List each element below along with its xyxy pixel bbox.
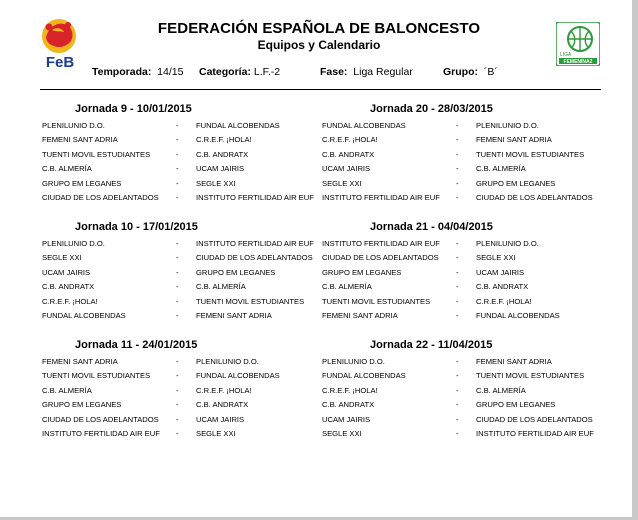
home-team: SEGLE XXI <box>322 429 362 438</box>
home-team: C.B. ALMERÍA <box>42 385 92 395</box>
match-separator: - <box>176 267 179 277</box>
feb-logo-text: FeB <box>45 54 75 70</box>
page-title: FEDERACIÓN ESPAÑOLA DE BALONCESTO <box>157 20 481 37</box>
away-team: FUNDAL ALCOBENDAS <box>196 121 280 130</box>
match-row <box>322 192 596 204</box>
match-separator: - <box>456 371 459 381</box>
grupo-field <box>443 66 498 78</box>
match-separator: - <box>176 429 179 438</box>
away-team: C.B. ALMERÍA <box>196 282 246 292</box>
away-team: FEMENI SANT ADRIA <box>476 357 552 366</box>
home-team: GRUPO EM LEGANES <box>42 178 122 188</box>
home-team: CIUDAD DE LOS ADELANTADOS <box>42 193 159 202</box>
match-separator: - <box>456 282 459 292</box>
jornada-title: Jornada 22 - 11/04/2015 <box>370 339 493 351</box>
match-row <box>42 134 316 146</box>
jornada-title: Jornada 20 - 28/03/2015 <box>370 103 493 115</box>
match-separator: - <box>176 149 179 159</box>
home-team: UCAM JAIRIS <box>322 164 371 174</box>
match-row <box>322 370 596 382</box>
home-team: C.B. ALMERÍA <box>42 164 92 174</box>
match-row <box>42 356 316 368</box>
home-team: UCAM JAIRIS <box>42 267 91 277</box>
home-team: GRUPO EM LEGANES <box>42 400 122 410</box>
home-team: C.R.E.F. ¡HOLA! <box>322 135 378 145</box>
jornada-title: Jornada 9 - 10/01/2015 <box>75 103 192 115</box>
match-separator: - <box>176 311 179 320</box>
home-team: UCAM JAIRIS <box>322 414 371 424</box>
home-team: FUNDAL ALCOBENDAS <box>42 311 126 320</box>
home-team: C.B. ANDRATX <box>322 149 375 159</box>
match-row <box>42 163 316 175</box>
match-separator: - <box>176 193 179 202</box>
match-separator: - <box>456 296 459 306</box>
match-row <box>42 428 316 440</box>
home-team: FUNDAL ALCOBENDAS <box>322 371 406 381</box>
match-row <box>42 238 316 250</box>
away-team: C.R.E.F. ¡HOLA! <box>476 296 532 306</box>
match-separator: - <box>176 400 179 410</box>
away-team: INSTITUTO FERTILIDAD AIR EUF <box>196 239 314 248</box>
away-team: FUNDAL ALCOBENDAS <box>196 371 280 381</box>
match-separator: - <box>456 193 459 202</box>
away-team: INSTITUTO FERTILIDAD AIR EUF <box>476 429 594 438</box>
match-row <box>322 310 596 322</box>
home-team: FEMENI SANT ADRIA <box>42 135 118 145</box>
match-separator: - <box>176 357 179 366</box>
fase-label: Fase: <box>320 66 348 78</box>
match-row <box>42 399 316 411</box>
away-team: CIUDAD DE LOS ADELANTADOS <box>476 193 593 202</box>
match-separator: - <box>176 282 179 292</box>
match-row <box>42 385 316 397</box>
match-row <box>42 310 316 322</box>
match-separator: - <box>456 311 459 320</box>
away-team: TUENTI MOVIL ESTUDIANTES <box>476 149 585 159</box>
away-team: CIUDAD DE LOS ADELANTADOS <box>196 253 313 263</box>
away-team: FUNDAL ALCOBENDAS <box>476 311 560 320</box>
away-team: INSTITUTO FERTILIDAD AIR EUF <box>196 193 314 202</box>
match-row <box>322 428 596 440</box>
home-team: INSTITUTO FERTILIDAD AIR EUF <box>322 193 440 202</box>
match-row <box>322 356 596 368</box>
match-row <box>322 399 596 411</box>
match-separator: - <box>456 164 459 174</box>
match-row <box>42 252 316 264</box>
categoria-value: L.F.-2 <box>253 66 281 78</box>
home-team: CIUDAD DE LOS ADELANTADOS <box>322 253 439 263</box>
away-team: UCAM JAIRIS <box>196 414 245 424</box>
match-row <box>322 134 596 146</box>
temporada-value: 14/15 <box>157 66 184 78</box>
home-team: PLENILUNIO D.O. <box>42 239 105 248</box>
jornada-title: Jornada 11 - 24/01/2015 <box>75 339 198 351</box>
away-team: SEGLE XXI <box>476 253 516 263</box>
match-separator: - <box>176 385 179 395</box>
away-team: FEMENI SANT ADRIA <box>476 135 552 145</box>
away-team: TUENTI MOVIL ESTUDIANTES <box>196 296 305 306</box>
away-team: C.B. ANDRATX <box>476 282 529 292</box>
home-team: INSTITUTO FERTILIDAD AIR EUF <box>42 429 160 438</box>
jornada-title: Jornada 21 - 04/04/2015 <box>370 221 493 233</box>
away-team: PLENILUNIO D.O. <box>476 239 539 248</box>
temporada-field <box>92 66 183 78</box>
home-team: TUENTI MOVIL ESTUDIANTES <box>322 296 431 306</box>
match-row <box>42 178 316 190</box>
match-separator: - <box>176 121 179 130</box>
home-team: SEGLE XXI <box>42 253 82 263</box>
match-row <box>322 149 596 161</box>
match-separator: - <box>176 164 179 174</box>
match-separator: - <box>456 385 459 395</box>
home-team: CIUDAD DE LOS ADELANTADOS <box>42 414 159 424</box>
match-row <box>322 238 596 250</box>
match-separator: - <box>176 239 179 248</box>
match-separator: - <box>456 267 459 277</box>
match-separator: - <box>176 135 179 145</box>
match-row <box>322 178 596 190</box>
match-separator: - <box>456 121 459 130</box>
away-team: PLENILUNIO D.O. <box>196 357 259 366</box>
match-separator: - <box>456 135 459 145</box>
home-team: C.B. ALMERÍA <box>322 282 372 292</box>
home-team: PLENILUNIO D.O. <box>322 357 385 366</box>
match-separator: - <box>456 253 459 263</box>
match-separator: - <box>176 414 179 424</box>
categoria-field <box>199 66 280 78</box>
match-row <box>42 267 316 279</box>
fase-field <box>320 66 413 78</box>
match-separator: - <box>456 149 459 159</box>
away-team: FEMENI SANT ADRIA <box>196 311 272 320</box>
fase-value: Liga Regular <box>353 66 413 78</box>
away-team: C.R.E.F. ¡HOLA! <box>196 385 252 395</box>
away-team: UCAM JAIRIS <box>476 267 525 277</box>
home-team: C.B. ANDRATX <box>42 282 95 292</box>
liga-logo-text-bottom: FEMENINA2 <box>563 59 593 65</box>
match-row <box>322 252 596 264</box>
match-row <box>42 192 316 204</box>
home-team: FEMENI SANT ADRIA <box>322 311 398 320</box>
grupo-value: ´B´ <box>483 66 498 78</box>
home-team: FEMENI SANT ADRIA <box>42 357 118 366</box>
match-row <box>42 281 316 293</box>
match-row <box>322 296 596 308</box>
match-separator: - <box>176 253 179 263</box>
match-separator: - <box>176 371 179 381</box>
away-team: C.B. ANDRATX <box>196 149 249 159</box>
match-row <box>322 163 596 175</box>
away-team: UCAM JAIRIS <box>196 164 245 174</box>
home-team: FUNDAL ALCOBENDAS <box>322 121 406 130</box>
home-team: C.R.E.F. ¡HOLA! <box>42 296 98 306</box>
match-separator: - <box>456 357 459 366</box>
categoria-label: Categoría: <box>199 66 251 78</box>
page-subtitle: Equipos y Calendario <box>257 38 381 52</box>
away-team: GRUPO EM LEGANES <box>476 400 556 410</box>
liga-logo-text-top: LIGA <box>560 52 572 58</box>
home-team: SEGLE XXI <box>322 178 362 188</box>
home-team: PLENILUNIO D.O. <box>42 121 105 130</box>
away-team: C.R.E.F. ¡HOLA! <box>196 135 252 145</box>
jornada-title: Jornada 10 - 17/01/2015 <box>75 221 198 233</box>
match-row <box>42 120 316 132</box>
away-team: C.B. ANDRATX <box>196 400 249 410</box>
match-row <box>322 414 596 426</box>
temporada-label: Temporada: <box>92 66 152 78</box>
match-row <box>42 414 316 426</box>
match-row <box>42 149 316 161</box>
away-team: SEGLE XXI <box>196 178 236 188</box>
away-team: SEGLE XXI <box>196 429 236 438</box>
match-separator: - <box>456 400 459 410</box>
match-row <box>322 385 596 397</box>
match-row <box>42 370 316 382</box>
match-separator: - <box>456 178 459 188</box>
match-separator: - <box>176 296 179 306</box>
match-row <box>322 281 596 293</box>
match-separator: - <box>456 414 459 424</box>
match-row <box>42 296 316 308</box>
away-team: GRUPO EM LEGANES <box>196 267 276 277</box>
away-team: C.B. ALMERÍA <box>476 164 526 174</box>
away-team: PLENILUNIO D.O. <box>476 121 539 130</box>
home-team: GRUPO EM LEGANES <box>322 267 402 277</box>
away-team: C.B. ALMERÍA <box>476 385 526 395</box>
match-separator: - <box>456 429 459 438</box>
home-team: TUENTI MOVIL ESTUDIANTES <box>42 149 151 159</box>
match-separator: - <box>176 178 179 188</box>
home-team: INSTITUTO FERTILIDAD AIR EUF <box>322 239 440 248</box>
grupo-label: Grupo: <box>443 66 478 78</box>
home-team: C.R.E.F. ¡HOLA! <box>322 385 378 395</box>
home-team: TUENTI MOVIL ESTUDIANTES <box>42 371 151 381</box>
away-team: CIUDAD DE LOS ADELANTADOS <box>476 414 593 424</box>
window-right-border <box>632 0 638 520</box>
away-team: TUENTI MOVIL ESTUDIANTES <box>476 371 585 381</box>
header-divider <box>40 89 601 90</box>
home-team: C.B. ANDRATX <box>322 400 375 410</box>
away-team: GRUPO EM LEGANES <box>476 178 556 188</box>
match-row <box>322 267 596 279</box>
match-row <box>322 120 596 132</box>
match-separator: - <box>456 239 459 248</box>
